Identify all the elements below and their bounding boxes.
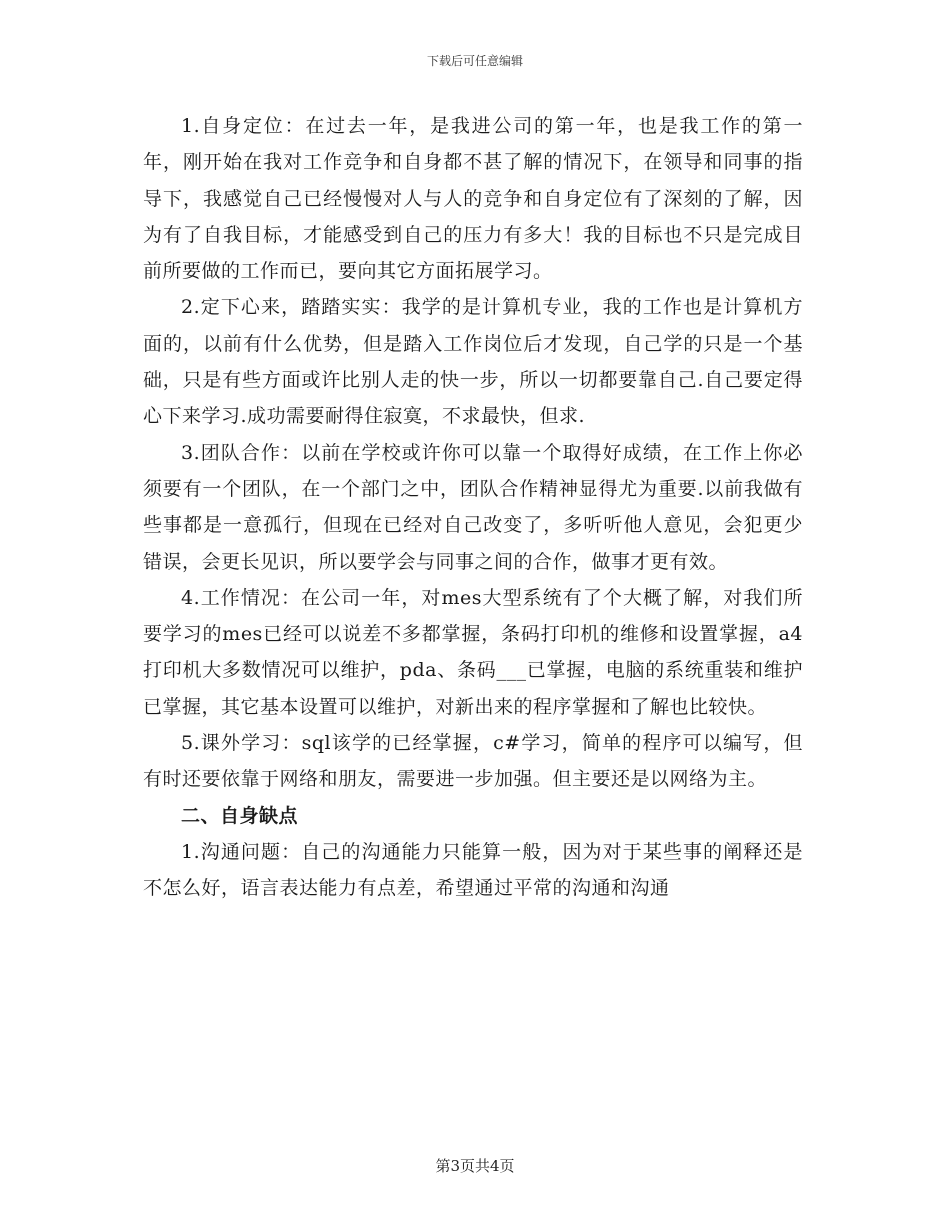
paragraph-extra-study: 5.课外学习：sql该学的已经掌握，c#学习，简单的程序可以编写，但有时还要依靠于网络和朋友，需要进一步加强。但主要还是以网络为主。 [143, 732, 803, 791]
document-body [143, 108, 803, 907]
paragraph-settle-down: 2.定下心来，踏踏实实：我学的是计算机专业，我的工作也是计算机方面的，以前有什么优势，但是踏入工作岗位后才发现，自己学的只是一个基础，只是有些方面或许比别人走的快一步，所以一切都要靠自己.自己要定得心下来学习.成功需要耐得住寂寞，不求最快，但求. [143, 296, 803, 428]
paragraph-communication: 1.沟通问题：自己的沟通能力只能算一般，因为对于某些事的阐释还是不怎么好，语言表达能力有点差，希望通过平常的沟通和沟通 [143, 840, 803, 900]
paragraph-teamwork: 3.团队合作：以前在学校或许你可以靠一个取得好成绩，在工作上你必须要有一个团队，在一个部门之中，团队合作精神显得尤为重要.以前我做有些事都是一意孤行，但现在已经对自己改变了，多听听他人意见，会犯更少错误，会更长见识，所以要学会与同事之间的合作，做事才更有效。 [143, 441, 803, 573]
paragraph-self-positioning: 1.自身定位：在过去一年，是我进公司的第一年，也是我工作的第一年，刚开始在我对工作竞争和自身都不甚了解的情况下，在领导和同事的指导下，我感觉自己已经慢慢对人与人的竞争和自身定位有了深刻的了解，因为有了自我目标，才能感受到自己的压力有多大！我的目标也不只是完成目前所要做的工作而已，要向其它方面拓展学习。 [143, 115, 803, 283]
section-heading-shortcomings: 二、自身缺点 [181, 804, 299, 827]
page-header: 下载后可任意编辑 [426, 54, 523, 68]
page-footer: 第3页共4页 [435, 1157, 515, 1175]
paragraph-work-status: 4.工作情况：在公司一年，对mes大型系统有了个大概了解，对我们所要学习的mes已经可以说差不多都掌握，条码打印机的维修和设置掌握，a4打印机大多数情况可以维护，pda、条码___已掌握，电脑的系统重装和维护已掌握，其它基本设置可以维护，对新出来的程序掌握和了解也比较快。 [143, 586, 803, 718]
